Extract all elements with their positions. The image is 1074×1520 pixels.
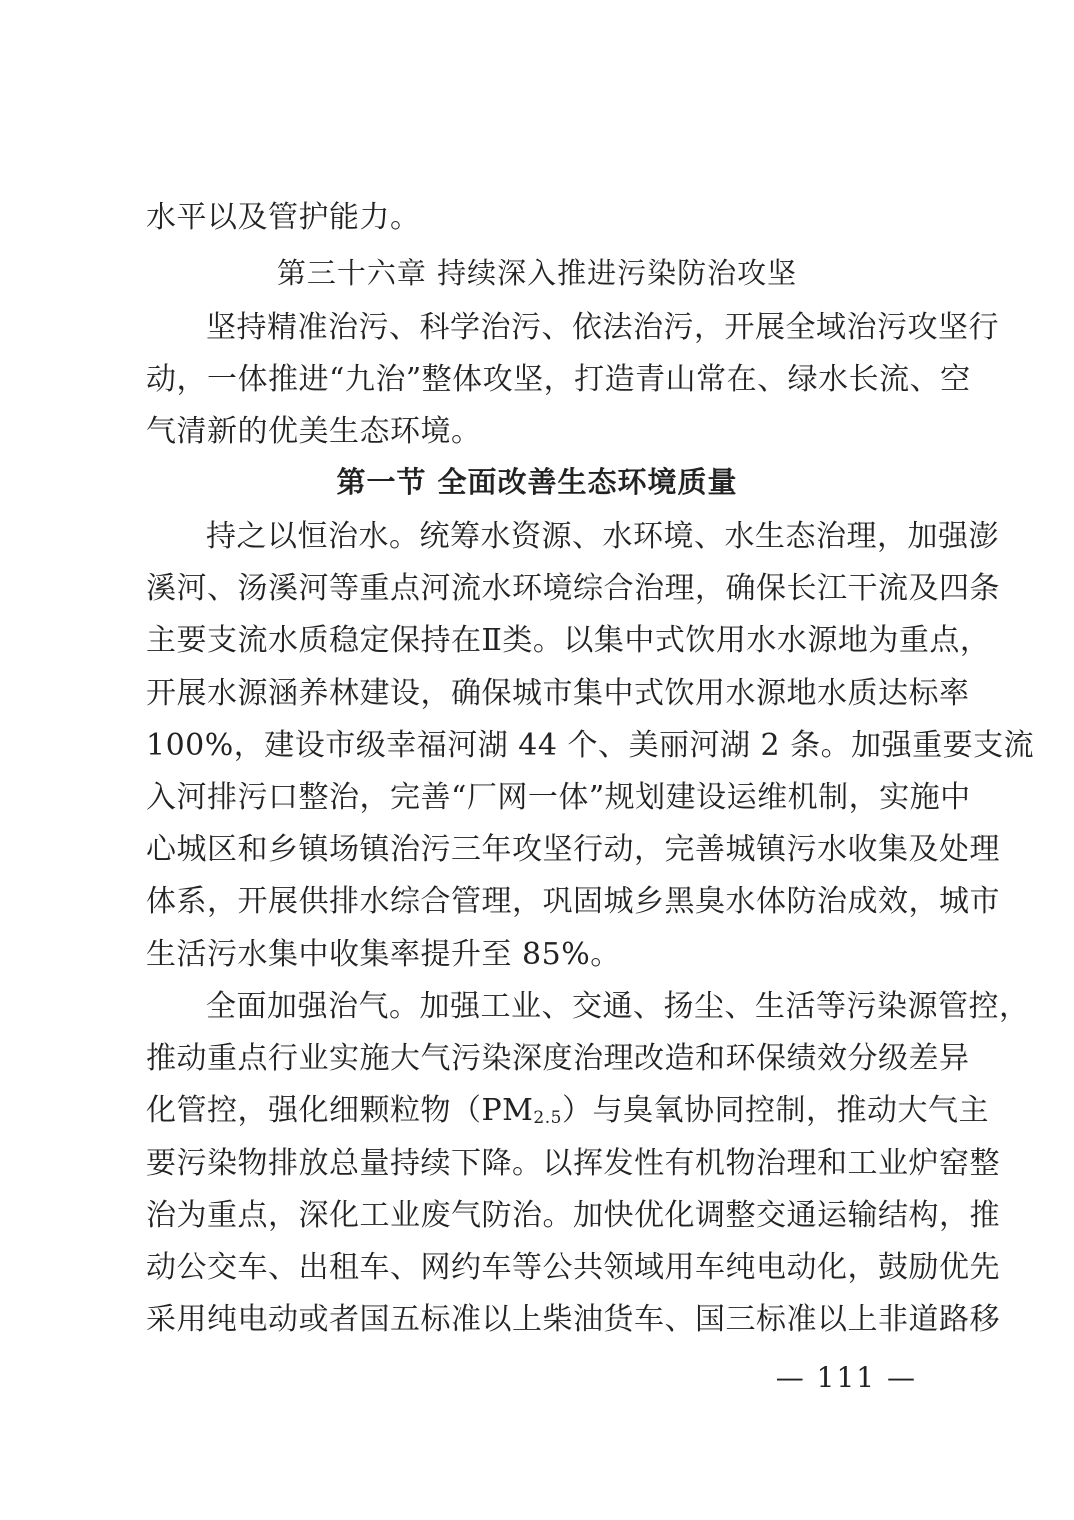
- text-segment: 化管控，强化细颗粒物（PM: [146, 1093, 534, 1129]
- text-segment: ）与臭氧协同控制，推动大气主: [561, 1093, 989, 1129]
- text-line: 气清新的优美生态环境。: [146, 414, 482, 450]
- text-line: 坚持精准治污、科学治污、依法治污，开展全域治污攻坚行: [206, 310, 999, 345]
- text-line: 体系，开展供排水综合管理，巩固城乡黑臭水体防治成效，城市: [146, 884, 1000, 920]
- text-line: 持之以恒治水。统筹水资源、水环境、水生态治理，加强澎: [206, 519, 999, 554]
- text-line: 100%，建设市级幸福河湖 44 个、美丽河湖 2 条。加强重要支流: [146, 727, 1035, 763]
- text-line: 动，一体推进“九治”整体攻坚，打造青山常在、绿水长流、空: [146, 362, 971, 398]
- page-number: — 111 —: [775, 1361, 917, 1394]
- pm-subscript: 2.5: [533, 1108, 562, 1129]
- text-line: 全面加强治气。加强工业、交通、扬尘、生活等污染源管控，: [206, 989, 1030, 1024]
- text-line: 溪河、汤溪河等重点河流水环境综合治理，确保长江干流及四条: [146, 571, 1000, 607]
- text-line: 要污染物排放总量持续下降。以挥发性有机物治理和工业炉窑整: [146, 1145, 1000, 1181]
- section-title: 第一节 全面改善生态环境质量: [336, 465, 738, 499]
- text-line: 推动重点行业实施大气污染深度治理改造和环保绩效分级差异: [146, 1041, 970, 1077]
- continuation-paragraph: [146, 192, 941, 244]
- text-line: 水平以及管护能力。: [146, 200, 421, 235]
- text-line: 采用纯电动或者国五标准以上柴油货车、国三标准以上非道路移: [146, 1302, 1000, 1338]
- text-line: 心城区和乡镇场镇治污三年攻坚行动，完善城镇污水收集及处理: [146, 832, 1000, 868]
- text-line: 入河排污口整治，完善“厂网一体”规划建设运维机制，实施中: [146, 780, 971, 816]
- text-line: 动公交车、出租车、网约车等公共领域用车纯电动化，鼓励优先: [146, 1250, 1000, 1286]
- text-line: 生活污水集中收集率提升至 85%。: [146, 936, 621, 972]
- text-line: 主要支流水质稳定保持在Ⅱ类。以集中式饮用水水源地为重点，: [146, 623, 991, 659]
- text-line: 开展水源涵养林建设，确保城市集中式饮用水源地水质达标率: [146, 675, 970, 711]
- air-paragraph: [146, 981, 1030, 1346]
- chapter-title: 第三十六章 持续深入推进污染防治攻坚: [276, 256, 798, 290]
- text-line: 治为重点，深化工业废气防治。加快优化调整交通运输结构，推: [146, 1197, 1000, 1233]
- water-paragraph: [146, 511, 1035, 981]
- text-line-with-subscript: [146, 1085, 989, 1137]
- intro-paragraph: [146, 302, 999, 459]
